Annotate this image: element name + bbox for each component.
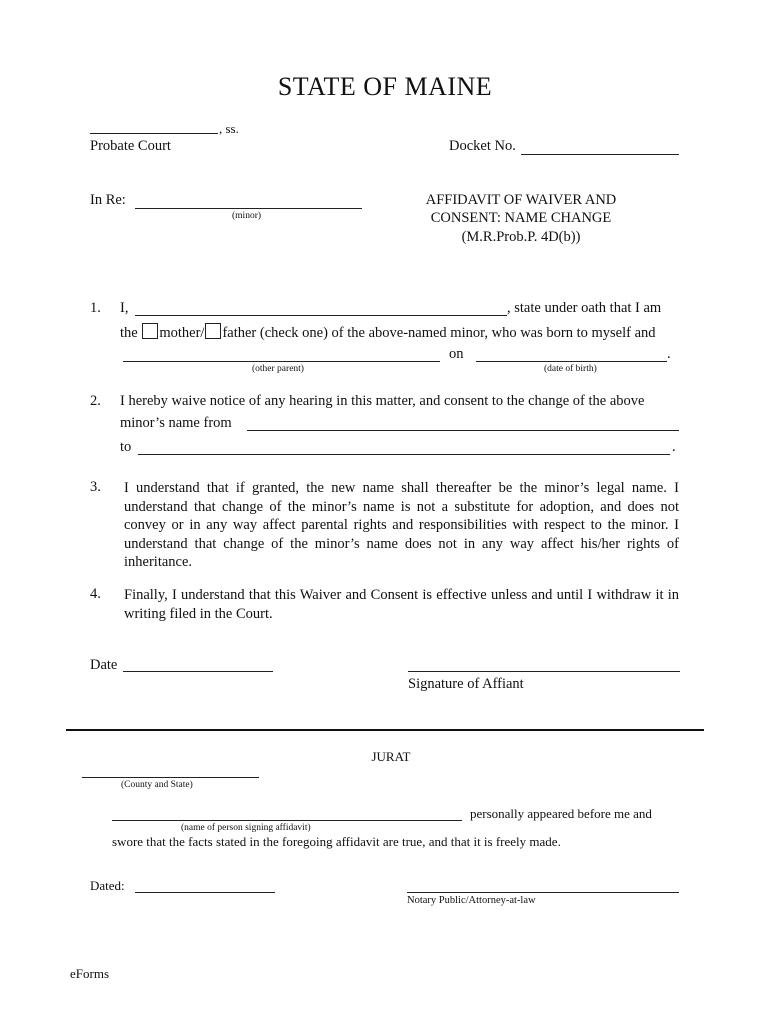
item4-number: 4. (90, 586, 101, 602)
in-re-label: In Re: (90, 192, 126, 208)
dated-field[interactable] (135, 892, 275, 893)
affidavit-title-line3: (M.R.Prob.P. 4D(b)) (461, 229, 581, 245)
ss-label: , ss. (219, 121, 239, 136)
other-parent-field[interactable] (123, 361, 440, 362)
item2-number: 2. (90, 393, 101, 409)
item2-to-label: to (120, 439, 132, 455)
section-divider (66, 729, 704, 731)
on-label: on (449, 346, 464, 362)
new-name-field[interactable] (138, 454, 670, 455)
probate-court-label: Probate Court (90, 138, 171, 154)
jurat-title: JURAT (371, 749, 411, 764)
item1-period: . (667, 346, 671, 362)
item1-oath-text: , state under oath that I am (507, 300, 662, 316)
dated-label: Dated: (90, 878, 125, 893)
docket-number-field[interactable] (521, 154, 679, 155)
item2-period: . (672, 439, 676, 455)
signature-of-affiant-label: Signature of Affiant (408, 676, 524, 692)
date-of-birth-field[interactable] (476, 361, 667, 362)
other-parent-caption: (other parent) (252, 364, 304, 374)
affiant-name-field[interactable] (135, 315, 507, 316)
name-signing-caption: (name of person signing affidavit) (181, 823, 311, 833)
mother-checkbox[interactable] (142, 323, 158, 339)
affiant-signature-field[interactable] (408, 671, 680, 672)
date-label: Date (90, 657, 118, 673)
current-name-field[interactable] (247, 430, 679, 431)
county-state-caption: (County and State) (121, 780, 193, 790)
item2-line1: I hereby waive notice of any hearing in this matter, and consent to the change of the above (120, 393, 645, 409)
item1-number: 1. (90, 300, 101, 316)
item1-i-label: I, (120, 300, 129, 316)
mother-label: mother/ (159, 325, 205, 341)
father-rest-text: father (check one) of the above-named minor, who was born to myself and (222, 325, 656, 341)
swore-text: swore that the facts stated in the foregoing affidavit are true, and that it is freely made. (112, 834, 561, 849)
item1-the: the (120, 325, 138, 341)
notary-signature-field[interactable] (407, 892, 679, 893)
date-field[interactable] (123, 671, 273, 672)
notary-caption: Notary Public/Attorney-at-law (407, 895, 536, 906)
item3-number: 3. (90, 479, 101, 495)
item1-line2 (120, 323, 656, 342)
docket-label: Docket No. (449, 138, 516, 154)
item4-text: Finally, I understand that this Waiver and Consent is effective unless and until I withdraw it in writing filed in the Court. (124, 587, 679, 622)
person-signing-field[interactable] (112, 820, 462, 821)
affidavit-title-line2: CONSENT: NAME CHANGE (430, 210, 612, 226)
affidavit-title-line1: AFFIDAVIT OF WAIVER AND (425, 192, 617, 208)
county-state-field[interactable] (82, 777, 259, 778)
minor-caption: (minor) (232, 211, 262, 221)
item3-text: I understand that if granted, the new name shall thereafter be the minor’s legal name. I understand that change of the minor’s name is not a substitute for adoption, and does not convey or in any way affect parental rights and responsibilities with respect to the minor. I understand that change of the minor’s name does not in any way affect his/her rights of inheritance. (124, 480, 679, 570)
item2-from-label: minor’s name from (120, 415, 232, 431)
document-title: STATE OF MAINE (277, 72, 493, 101)
appeared-text: personally appeared before me and (470, 806, 652, 821)
date-of-birth-caption: (date of birth) (544, 364, 597, 374)
county-field[interactable] (90, 133, 218, 134)
footer-brand: eForms (70, 966, 109, 981)
father-checkbox[interactable] (205, 323, 221, 339)
minor-name-field[interactable] (135, 208, 362, 209)
